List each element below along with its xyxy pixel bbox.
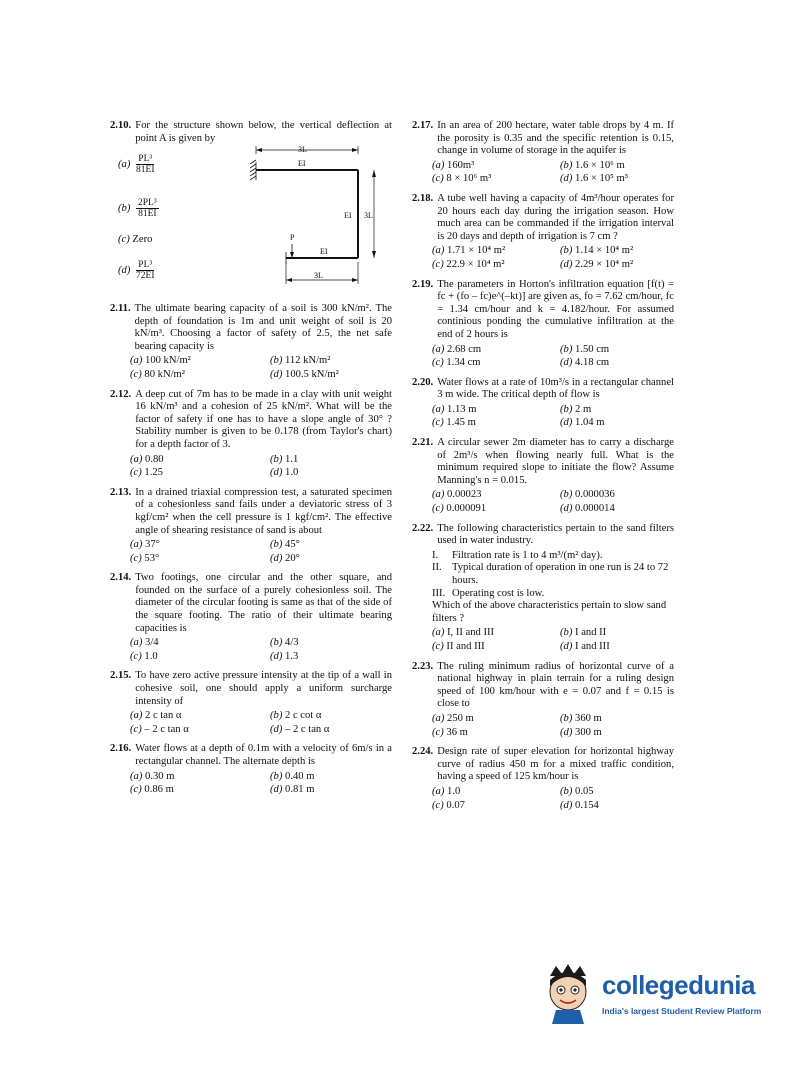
option-a: (a) 0.00023 bbox=[432, 489, 482, 501]
question-2-17 bbox=[412, 120, 674, 186]
option-c: (c) 80 kN/m² bbox=[130, 368, 185, 380]
fraction: $\frac{\text{2PL³}}{81EI}$ bbox=[138, 198, 157, 219]
question-number: 2.14. bbox=[110, 572, 132, 584]
question-number: 2.12. bbox=[110, 388, 132, 400]
question-2-14 bbox=[110, 572, 392, 663]
option-c: (c) 1.25 bbox=[130, 467, 163, 479]
option-a: (a) 1.13 m bbox=[432, 403, 477, 415]
option-d: (d) 0.000014 bbox=[560, 503, 615, 515]
option-c: (c) Zero bbox=[118, 234, 153, 245]
option-c: (c) 8 × 10⁶ m³ bbox=[432, 173, 492, 185]
question-number: 2.16. bbox=[110, 743, 132, 755]
question-stem: A deep cut of 7m has to be made in a clay with unit weight 16 kN/m³ and a cohesion of 25 kN/m². What will be the factor of safety if one has to have a slope angle of 30° ? Stability number is given to be 0.178 (from Taylor's chart) for a depth factor of 3. bbox=[135, 388, 392, 450]
option-b: (b) 0.40 m bbox=[270, 770, 315, 782]
option-d: (d) – 2 c tan α bbox=[270, 723, 330, 735]
option-a: (a) I, II and III bbox=[432, 627, 495, 639]
question-2-12 bbox=[110, 389, 392, 480]
dim-label-right: 3L bbox=[364, 211, 373, 220]
question-number: 2.18. bbox=[412, 192, 434, 204]
option-b: (b) 45° bbox=[270, 539, 300, 551]
fraction: $\frac{\text{PL³}}{72EI}$ bbox=[136, 260, 155, 281]
option-b: (b) 0.05 bbox=[560, 785, 594, 797]
option-d: (d) 2.29 × 10⁴ m² bbox=[560, 258, 634, 270]
ei-label-top: EI bbox=[298, 159, 306, 168]
option-a: (a) 1.0 bbox=[432, 785, 461, 797]
option-a: (a) 3/4 bbox=[130, 637, 159, 649]
option-d: (d) 100.5 kN/m² bbox=[270, 368, 339, 380]
option-b: (b) 112 kN/m² bbox=[270, 355, 331, 367]
option-d: (d) $\frac{\text{PL³}}{72EI}$ bbox=[118, 260, 155, 281]
question-stem: To have zero active pressure intensity at the tip of a wall in cohesive soil, one should apply a uniform surcharge intensity of bbox=[135, 670, 392, 707]
option-b: (b) 1.1 bbox=[270, 453, 299, 465]
question-stem: For the structure shown below, the vertical deflection at point A is given by bbox=[135, 120, 392, 144]
question-number: 2.24. bbox=[412, 746, 434, 758]
option-c: (c) 36 m bbox=[432, 726, 468, 738]
ei-label-bottom: EI bbox=[320, 247, 328, 256]
question-stem: A tube well having a capacity of 4m³/hour operates for 20 hours each day during the irrigation season. How much area can be commanded if the irrigation interval is 20 days and depth of irrigation is 7 cm ? bbox=[437, 192, 674, 242]
question-2-18 bbox=[412, 193, 674, 272]
question-number: 2.17. bbox=[412, 120, 434, 131]
question-number: 2.20. bbox=[412, 376, 434, 388]
option-a: (a) $\frac{\text{PL³}}{81EI}$ bbox=[118, 154, 155, 175]
option-d: (d) 300 m bbox=[560, 726, 602, 738]
question-number: 2.13. bbox=[110, 486, 132, 498]
list-item: II. Typical duration of operation in one run is 24 to 72 hours. bbox=[432, 562, 669, 586]
question-stem: In a drained triaxial compression test, a saturated specimen of a cohesionless sand fails under a deviatoric stress of 3 kgf/cm² when the cell pressure is 1 kgf/cm². The effective angle of shearing resistance of sand is about bbox=[135, 486, 392, 536]
question-stem: Two footings, one circular and the other square, and founded on the surface of a purely cohesionless soil. The diameter of the circular footing is same as that of the side of the square footing. The ratio of their ultimate bearing capacities is bbox=[135, 572, 392, 634]
brand-name: collegedunia bbox=[602, 970, 755, 1000]
option-c: (c) 1.0 bbox=[130, 650, 158, 662]
option-d: (d) 0.81 m bbox=[270, 784, 315, 796]
question-2-11 bbox=[110, 303, 392, 382]
option-c: (c) 22.9 × 10⁴ m² bbox=[432, 258, 505, 270]
option-b: (b) 360 m bbox=[560, 712, 602, 724]
option-a: (a) 250 m bbox=[432, 712, 474, 724]
question-number: 2.10. bbox=[110, 120, 132, 131]
option-d: (d) 1.6 × 10⁵ m³ bbox=[560, 173, 628, 185]
option-c: (c) 1.45 m bbox=[432, 417, 476, 429]
option-b: (b) 2 m bbox=[560, 403, 592, 415]
question-stem: The parameters in Horton's infiltration equation [f(t) = fc + (fo – fc)e^(–kt)] are given as, fo = 7.62 cm/hour, fc = 1.34 cm/hour and k = 4.182/hour. For assumed continious ponding the cumulative infiltration at the end of 2 hours is bbox=[437, 278, 674, 340]
option-c: (c) 1.34 cm bbox=[432, 357, 481, 369]
option-c: (c) – 2 c tan α bbox=[130, 723, 189, 735]
question-2-10 bbox=[110, 120, 392, 296]
question-2-16 bbox=[110, 743, 392, 796]
option-a: (a) 37° bbox=[130, 539, 160, 551]
option-a: (a) 2.68 cm bbox=[432, 343, 482, 355]
question-stem: A circular sewer 2m diameter has to carry a discharge of 2m³/s when flowing nearly full. What is the minimum required slope to initiate the flow? Assume Manning's n = 0.015. bbox=[437, 437, 674, 486]
list-item: I. Filtration rate is 1 to 4 m³/(m² day). bbox=[432, 549, 603, 561]
option-b: (b) $\frac{\text{2PL³}}{81EI}$ bbox=[118, 198, 157, 219]
question-2-15 bbox=[110, 670, 392, 736]
option-b: (b) I and II bbox=[560, 627, 607, 639]
option-c: (c) 0.86 m bbox=[130, 784, 174, 796]
followup-text: Which of the above characteristics pertain to slow sand filters ? bbox=[432, 600, 667, 624]
statement-list bbox=[412, 550, 674, 600]
ei-label-right: EI bbox=[344, 211, 352, 220]
question-2-23 bbox=[412, 661, 674, 740]
question-stem: The following characteristics pertain to the sand filters used in water industry. bbox=[437, 522, 674, 547]
question-stem: The ruling minimum radius of horizontal curve of a national highway in plain terrain for a ruling design speed of 100 km/hour with e = 0.07 and f = 0.15 is close to bbox=[437, 660, 674, 710]
option-d: (d) 4.18 cm bbox=[560, 357, 610, 369]
option-d: (d) 20° bbox=[270, 552, 300, 564]
option-c: (c) 0.07 bbox=[432, 799, 465, 811]
question-stem: Water flows at a depth of 0.1m with a velocity of 6m/s in a rectangular channel. The alternate depth is bbox=[135, 743, 392, 767]
question-number: 2.11. bbox=[110, 303, 131, 314]
question-number: 2.22. bbox=[412, 522, 434, 534]
question-stem: Design rate of super elevation for horizontal highway curve of radius 450 m for a mixed traffic condition, having a speed of 125 km/hour is bbox=[437, 746, 674, 783]
fraction: $\frac{\text{PL³}}{81EI}$ bbox=[136, 154, 155, 175]
option-d: (d) 1.3 bbox=[270, 650, 299, 662]
question-number: 2.23. bbox=[412, 660, 434, 672]
question-2-19 bbox=[412, 279, 674, 370]
option-c: (c) II and III bbox=[432, 640, 485, 652]
question-stem: In an area of 200 hectare, water table drops by 4 m. If the porosity is 0.35 and the specific retention is 0.15, change in volume of storage in the aquifer is bbox=[437, 120, 674, 157]
fixed-support-icon bbox=[250, 160, 256, 180]
option-a: (a) 0.80 bbox=[130, 453, 164, 465]
option-a: (a) 2 c tan α bbox=[130, 710, 182, 722]
collegedunia-logo bbox=[540, 962, 772, 1032]
question-number: 2.15. bbox=[110, 670, 132, 682]
left-column bbox=[110, 120, 392, 804]
option-c: (c) 0.000091 bbox=[432, 503, 487, 515]
question-2-20 bbox=[412, 377, 674, 430]
option-a: (a) 100 kN/m² bbox=[130, 355, 191, 367]
option-d: (d) 1.0 bbox=[270, 467, 299, 479]
list-item: III. Operating cost is low. bbox=[432, 587, 545, 599]
option-b: (b) 0.000036 bbox=[560, 489, 615, 501]
option-b: (b) 1.14 × 10⁴ m² bbox=[560, 245, 634, 257]
load-label: P bbox=[290, 233, 295, 242]
mascot-icon bbox=[540, 962, 598, 1028]
structure-diagram bbox=[250, 140, 380, 290]
option-b: (b) 2 c cot α bbox=[270, 710, 322, 722]
option-d: (d) 1.04 m bbox=[560, 417, 605, 429]
option-a: (a) 1.71 × 10⁴ m² bbox=[432, 245, 506, 257]
dim-label-bottom: 3L bbox=[314, 271, 323, 280]
option-a: (a) 160m³ bbox=[432, 159, 475, 171]
question-2-22 bbox=[412, 523, 674, 654]
question-number: 2.21. bbox=[412, 437, 434, 449]
option-c: (c) 53° bbox=[130, 552, 160, 564]
brand-tagline: India's largest Student Review Platform bbox=[602, 1006, 762, 1016]
question-stem: The ultimate bearing capacity of a soil is 300 kN/m². The depth of foundation is 1m and unit weight of soil is 20 kN/m³. Choosing a factor of safety of 2.5, the net safe bearing capacity is bbox=[134, 303, 392, 352]
option-d: (d) I and III bbox=[560, 640, 610, 652]
option-b: (b) 1.50 cm bbox=[560, 343, 610, 355]
option-b: (b) 1.6 × 10⁶ m bbox=[560, 159, 625, 171]
question-2-13 bbox=[110, 487, 392, 566]
right-column bbox=[412, 120, 674, 819]
question-stem: Water flows at a rate of 10m³/s in a rectangular channel 3 m wide. The critical depth of flow is bbox=[437, 376, 674, 401]
option-a: (a) 0.30 m bbox=[130, 770, 175, 782]
question-2-21 bbox=[412, 437, 674, 516]
question-2-24 bbox=[412, 746, 674, 812]
option-b: (b) 4/3 bbox=[270, 637, 299, 649]
question-number: 2.19. bbox=[412, 278, 434, 290]
dim-label-top: 3L bbox=[298, 145, 307, 154]
option-d: (d) 0.154 bbox=[560, 799, 599, 811]
